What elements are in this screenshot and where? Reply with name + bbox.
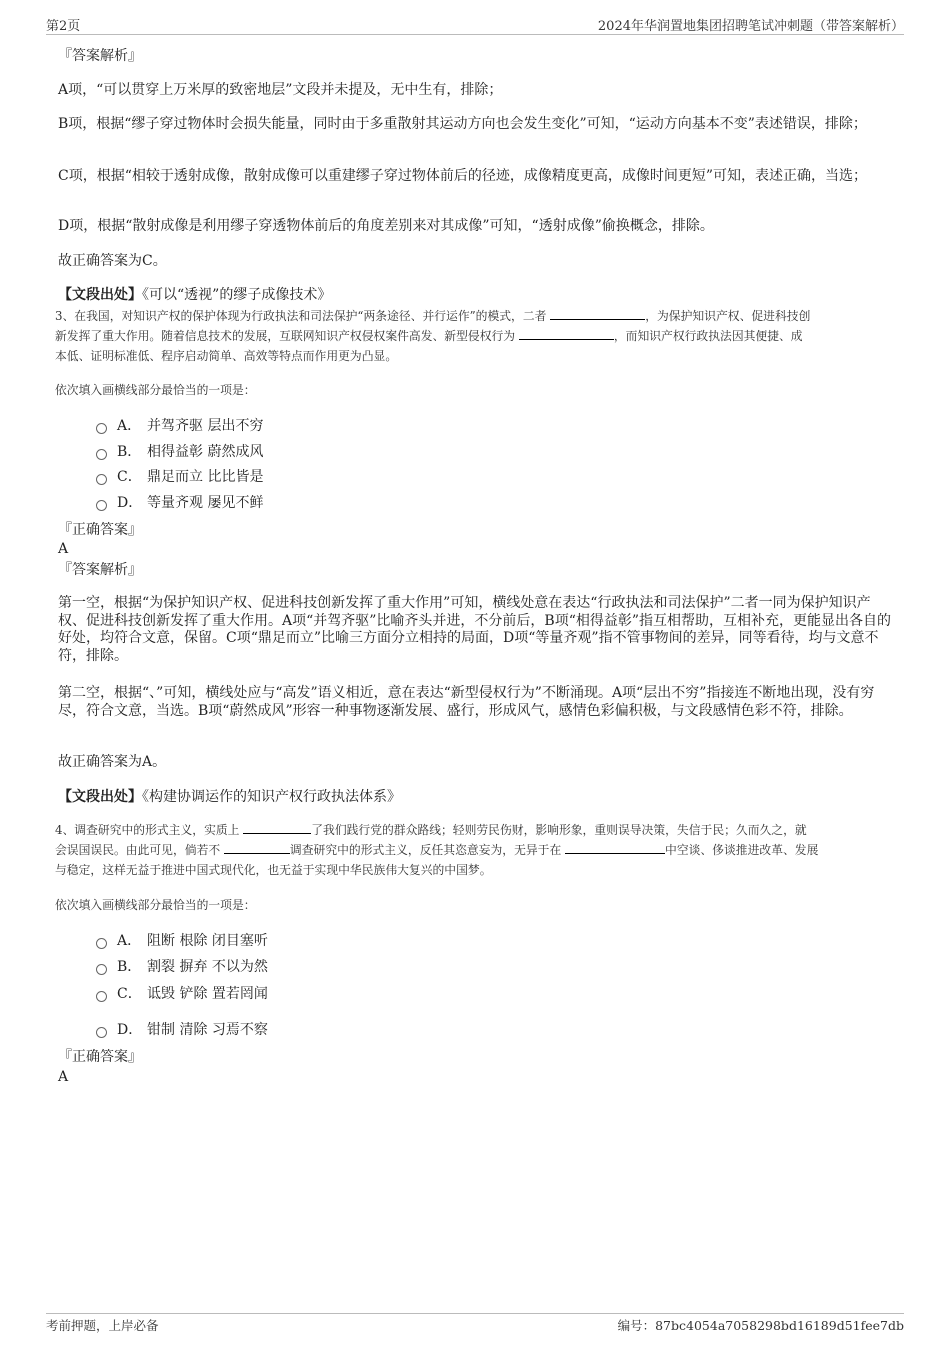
source-line — [58, 287, 894, 305]
stem-text: 中空谈、侈谈推进改革、发展 — [665, 843, 819, 857]
source-title: 《可以“透视”的缪子成像技术》 — [142, 287, 332, 303]
analysis-label: 『答案解析』 — [58, 48, 142, 64]
answer-value: A — [58, 541, 69, 557]
stem-text: ，为保护知识产权、促进科技创 — [645, 309, 811, 323]
page-header — [46, 12, 904, 35]
source-tag: 【文段出处】 — [58, 287, 142, 303]
option-d[interactable]: D． 钳制 清除 习焉不察 — [96, 1021, 268, 1039]
stem-text: 与稳定，这样无益于推进中国式现代化，也无益于实现中华民族伟大复兴的中国梦。 — [55, 863, 492, 877]
blank-1 — [550, 307, 645, 320]
option-a[interactable]: A． 并驾齐驱 层出不穷 — [96, 417, 263, 435]
stem-text: 本低、证明标准低、程序启动简单、高效等特点而作用更为凸显。 — [55, 349, 398, 363]
document-id: 编号：87bc4054a7058298bd16189d51fee7db — [617, 1318, 904, 1333]
answer-label: 『正确答案』 — [58, 522, 142, 538]
option-a[interactable]: A． 阻断 根除 闭目塞听 — [96, 932, 268, 950]
footer-slogan: 考前押题，上岸必备 — [46, 1318, 159, 1333]
source-tag: 【文段出处】 — [58, 789, 142, 805]
question-3-prompt: 依次填入画横线部分最恰当的一项是： — [55, 383, 256, 397]
radio-icon[interactable] — [96, 449, 107, 460]
analysis-d: D项，根据“散射成像是利用缪子穿透物体前后的角度差别来对其成像”可知，“透射成像”偷换概念，排除。 — [58, 218, 714, 234]
stem-text: 调查研究中的形式主义，反任其恣意妄为，无异于在 — [289, 843, 562, 857]
question-3-stem — [55, 306, 897, 366]
radio-icon[interactable] — [96, 474, 107, 485]
option-c[interactable]: C． 鼎足而立 比比皆是 — [96, 468, 263, 486]
document-title: 2024年华润置地集团招聘笔试冲刺题（带答案解析） — [597, 19, 904, 34]
page-footer — [46, 1313, 904, 1333]
analysis-c: C项，根据“相较于透射成像，散射成像可以重建缪子穿过物体前后的径迹，成像精度更高，成像时间更短”可知，表述正确，当选； — [58, 168, 868, 184]
conclusion: 故正确答案为A。 — [58, 754, 167, 770]
radio-icon[interactable] — [96, 964, 107, 975]
conclusion: 故正确答案为C。 — [58, 253, 167, 269]
option-c[interactable]: C． 诋毁 铲除 置若罔闻 — [96, 985, 268, 1003]
source-title: 《构建协调运作的知识产权行政执法体系》 — [142, 789, 401, 805]
stem-text: 新发挥了重大作用。随着信息技术的发展，互联网知识产权侵权案件高发、新型侵权行为 — [55, 329, 516, 343]
option-d[interactable]: D． 等量齐观 屡见不鲜 — [96, 494, 263, 512]
radio-icon[interactable] — [96, 423, 107, 434]
blank-1 — [243, 821, 311, 834]
question-4-prompt: 依次填入画横线部分最恰当的一项是： — [55, 898, 256, 912]
blank-2 — [519, 327, 614, 340]
analysis-label: 『答案解析』 — [58, 562, 142, 578]
page-number: 第2页 — [46, 19, 81, 34]
blank-2 — [224, 841, 290, 854]
analysis-para-2: 第二空，根据“、”可知，横线处应与“高发”语义相近，意在表达“新型侵权行为”不断涌现。A项“层出不穷”指接连不断地出现，没有穷尽，符合文意，当选。B项“蔚然成风”形容一种事物逐渐发展、盛行，形成风气，感情色彩偏积极，与文段感情色彩不符，排除。 — [58, 685, 875, 719]
option-b[interactable]: B． 割裂 摒弃 不以为然 — [96, 958, 268, 976]
answer-label: 『正确答案』 — [58, 1049, 142, 1065]
stem-text: 会误国误民。由此可见，倘若不 — [55, 843, 221, 857]
radio-icon[interactable] — [96, 500, 107, 511]
analysis-a: A项，“可以贯穿上万米厚的致密地层”文段并未提及，无中生有，排除； — [58, 82, 503, 98]
stem-text: 4、调查研究中的形式主义，实质上 — [55, 823, 240, 837]
radio-icon[interactable] — [96, 991, 107, 1002]
radio-icon[interactable] — [96, 1027, 107, 1038]
stem-text: 了我们践行党的群众路线；轻则劳民伤财，影响形象，重则误导决策，失信于民；久而久之，就 — [311, 823, 807, 837]
radio-icon[interactable] — [96, 938, 107, 949]
analysis-b: B项，根据“缪子穿过物体时会损失能量，同时由于多重散射其运动方向也会发生变化”可知，“运动方向基本不变”表述错误，排除； — [58, 116, 867, 132]
answer-value: A — [58, 1069, 69, 1085]
analysis-para-1: 第一空，根据“为保护知识产权、促进科技创新发挥了重大作用”可知，横线处意在表达“行政执法和司法保护”二者一同为保护知识产权、促进科技创新发挥了重大作用。A项“并驾齐驱”比喻齐头并进，不分前后，B项“相得益彰”指互相帮助，互相补充，更能显出各自的好处，均符合文意，保留。C项“鼎足而立”比喻三方面分立相持的局面，D项“等量齐观”指不管事物间的差异，同等看待，均与文意不符，排除。 — [58, 595, 892, 664]
stem-text: 3、在我国，对知识产权的保护体现为行政执法和司法保护“两条途径、并行运作”的模式，二者 — [55, 309, 547, 323]
option-b[interactable]: B． 相得益彰 蔚然成风 — [96, 443, 263, 461]
source-line — [58, 789, 894, 807]
blank-3 — [565, 841, 665, 854]
question-4-stem — [55, 820, 897, 880]
stem-text: ，而知识产权行政执法因其便捷、成 — [613, 329, 803, 343]
